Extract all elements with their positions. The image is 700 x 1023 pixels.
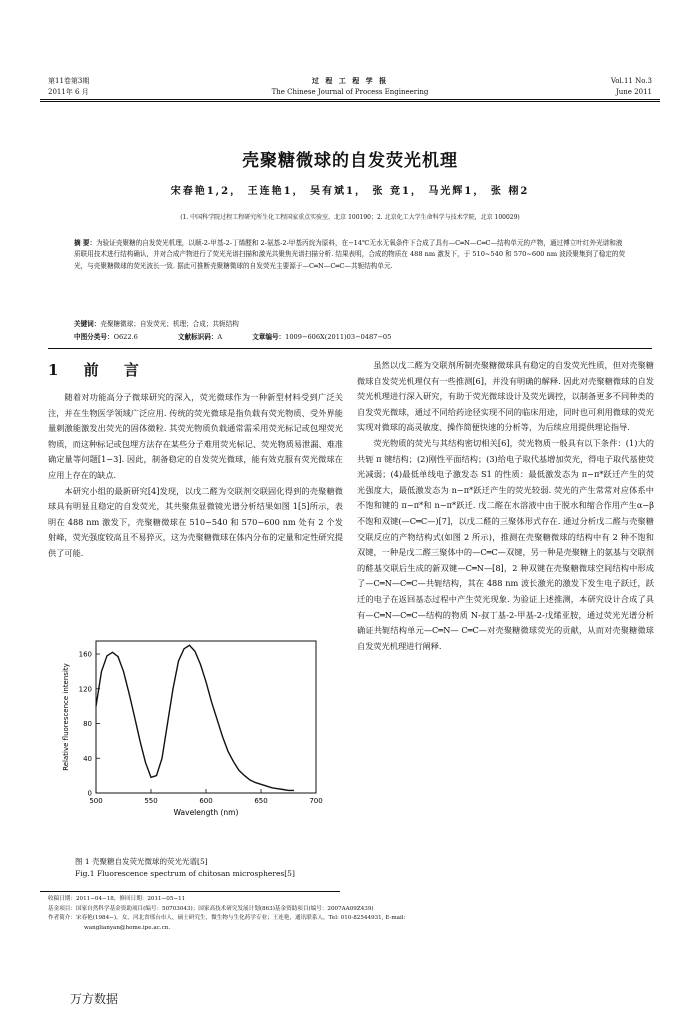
right-column [357, 358, 654, 654]
abstract-label: 摘 要： [74, 239, 97, 247]
clc-label: 中图分类号： [74, 333, 114, 341]
doc-code-label: 文献标识码： [177, 333, 218, 341]
paper-title: 壳聚糖微球的自发荧光机理 [242, 151, 458, 171]
chart-axes [96, 641, 316, 793]
y-tick-label: 160 [78, 650, 92, 659]
header-rule-thin [40, 101, 660, 102]
abstract [74, 238, 626, 272]
header-issue-date: June 2011 [615, 88, 652, 96]
footnote-received: 收稿日期：2011−04−18，修回日期：2011−05−11 [48, 896, 186, 902]
x-tick-label: 500 [89, 797, 103, 805]
footnote-author: 作者简介：宋春艳(1984−)，女，河北省邢台市人，硕士研究生，微生物与生化药学专业；王连艳，通讯联系人，Tel: 010-82544931, E-mail: [48, 915, 406, 922]
doc-code-value: A [217, 333, 223, 341]
footnote-rule [40, 891, 340, 892]
classification-line [74, 332, 626, 343]
figure-1-caption [75, 856, 345, 880]
paper-affiliations: (1. 中国科学院过程工程研究所生化工程国家重点实验室，北京 100190；2. 北京化工大学生命科学与技术学院，北京 100029) [180, 214, 520, 221]
keywords-label: 关键词： [74, 320, 101, 328]
y-tick-label: 40 [83, 754, 92, 763]
abstract-text: 为验证壳聚糖的自发荧光机理，以顺-2-甲基-2-丁烯醛和 2-氨基-2-甲基丙烷为原料，在−14℃无水无氧条件下合成了具有—C═N—C═C—结构单元的产物，通过傅立叶红外光谱和液质联用技术进行结构确认，并对合成产物进行了荧光光谱扫描和激光共聚焦光谱扫描分析. 结果表明，合成的物质在 488 nm 激发下，于 510~540 和 570~600 nm 波段聚集到了稳定的荧光，与壳聚糖微球的荧光波长一致. 据此可推断壳聚糖微球的自发荧光主要源于—C═N—C═C—共轭结构单元. [74, 239, 626, 270]
x-tick-label: 550 [144, 797, 158, 805]
x-tick-label: 700 [309, 797, 323, 805]
section-heading: 1 前 言 [48, 361, 149, 379]
y-tick-label: 0 [87, 789, 92, 798]
x-tick-label: 650 [254, 797, 268, 805]
watermark-text: 万方数据 [70, 992, 119, 1006]
y-tick-label: 80 [83, 720, 92, 729]
header-volume: 第11卷第3期 [48, 77, 90, 85]
left-column [48, 390, 343, 562]
header-vol-no: Vol.11 No.3 [610, 77, 652, 85]
article-no-label: 文章编号： [252, 333, 286, 341]
header-journal-en: The Chinese Journal of Process Engineering [271, 88, 429, 96]
header-journal-cn: 过 程 工 程 学 报 [311, 76, 389, 85]
caption-cn: 图 1 壳聚糖自发荧光微球的荧光光谱[5] [75, 857, 208, 866]
paragraph-3: 虽然以戊二醛为交联剂所制壳聚糖微球具有稳定的自发荧光性质，但对壳聚糖微球自发荧光机理仅有一些推测[6]，并没有明确的解释. 因此对壳聚糖微球的自发荧光机理进行深入研究，有助于荧光微球设计及荧光调控，以制备更多不同种类的自发荧光微球，通过不同给药途径实现不同的临床用途，同时也可利用微球的荧光实现对微球的高灵敏度、操作简便快速的分析等，为后续应用提供理论指导. [357, 360, 654, 433]
keywords [74, 319, 626, 330]
footnotes [48, 895, 658, 933]
paragraph-2: 本研究小组的最新研究[4]发现，以戊二醛为交联剂交联固化得到的壳聚糖微球具有明显且稳定的自发荧光，其共聚焦显微镜光谱分析结果如图 1[5]所示，表明在 488 nm 激发下，壳聚糖微球在 510~540 和 570~600 nm 处有 2 个发射峰，荧光强度较高且不易猝灭，这为壳聚糖微球在体内分布的定量和定性研究提供了可能. [48, 485, 343, 558]
paper-authors: 宋春艳1,2， 王连艳1， 吴有斌1， 张 竞1， 马光辉1， 张 栩2 [170, 186, 530, 197]
figure-1-chart [54, 633, 349, 828]
article-no-value: 1009−606X(2011)03−0487−05 [285, 333, 392, 341]
keywords-text: 壳聚糖微球；自发荧光；机理；合成；共轭结构 [100, 320, 239, 328]
y-tick-label: 120 [78, 685, 92, 694]
clc-value: O622.6 [113, 333, 138, 341]
chart-y-axis-label: Relative fluorescence intensity [62, 663, 70, 771]
x-tick-label: 600 [199, 797, 213, 805]
paragraph-1: 随着对功能高分子微球研究的深入，荧光微球作为一种新型材料受到广泛关注，并在生物医学领域广泛应用. 传统的荧光微球是指负载有荧光物质、受外界能量刺激能激发出荧光的固体微粒. 其荧光物质负载通常需采用荧光标记或包埋荧光物质，而这种标记或包埋方法存在某些分子难用荧光标记、荧光物质易泄漏、难准确定量等问题[1−3]. 因此，制备稳定的自发荧光微球，能有效克服有荧光微球在应用上存在的缺点. [48, 392, 343, 480]
caption-en: Fig.1 Fluorescence spectrum of chitosan microspheres[5] [75, 869, 295, 878]
header-date: 2011年 6 月 [48, 88, 89, 96]
paragraph-4: 荧光物质的荧光与其结构密切相关[6]，荧光物质一般具有以下条件：(1)大的共轭 π 键结构；(2)刚性平面结构；(3)给电子取代基增加荧光，得电子取代基使荧光减弱；(4)最低单线电子激发态 S1 的性质：最低激发态为 π−π*跃迁产生的荧光强度大，最低激发态为 n−π*跃迁产生的荧光较弱. 荧光的产生常常对应体系中不饱和键的 π−π*和 n−π*跃迁. 戊二醛在水溶液中由于脱水和缩合作用产生α−β不饱和双键(—C═C—)[7]，以戊二醛的三聚体形式存在. 通过分析戊二醛与壳聚糖交联反应的产物结构式(如图 2 所示)，推测在壳聚糖微球的结构中有 2 种不饱和双键，一种是戊二醛三聚体中的—C═C—双键，另一种是壳聚糖上的氨基与交联剂的醛基交联后生成的新双键—C═N—[8]，2 种双键在壳聚糖微球空间结构中形成了—C═N—C═C—共轭结构，其在 488 nm 波长激光的激发下发生电子跃迁，跃迁的电子在返回基态过程中产生荧光现象. 为验证上述推测，本研究设计合成了具有—C═N—C═C—结构的物质 N-叔丁基-2-甲基-2-戊烯亚胺，通过荧光光谱分析确证共轭结构单元—C═N— C═C—对壳聚糖微球荧光的贡献，从而对壳聚糖微球自发荧光机理进行阐释. [357, 437, 654, 651]
header-rule [40, 99, 660, 100]
footnote-fund: 基金项目：国家自然科学基金资助项目(编号：50703043)；国家高技术研究发展计划(863)基金资助项目(编号：2007AA09Z439) [48, 905, 374, 912]
chart-x-axis-label: Wavelength (nm) [173, 808, 239, 817]
chart-ticks [79, 651, 323, 805]
footnote-email: wanglianyan@home.ipe.ac.cn. [84, 924, 171, 931]
chart-series-line [96, 645, 294, 790]
chart-plot-frame [96, 641, 316, 793]
abstract-rule [48, 348, 652, 349]
